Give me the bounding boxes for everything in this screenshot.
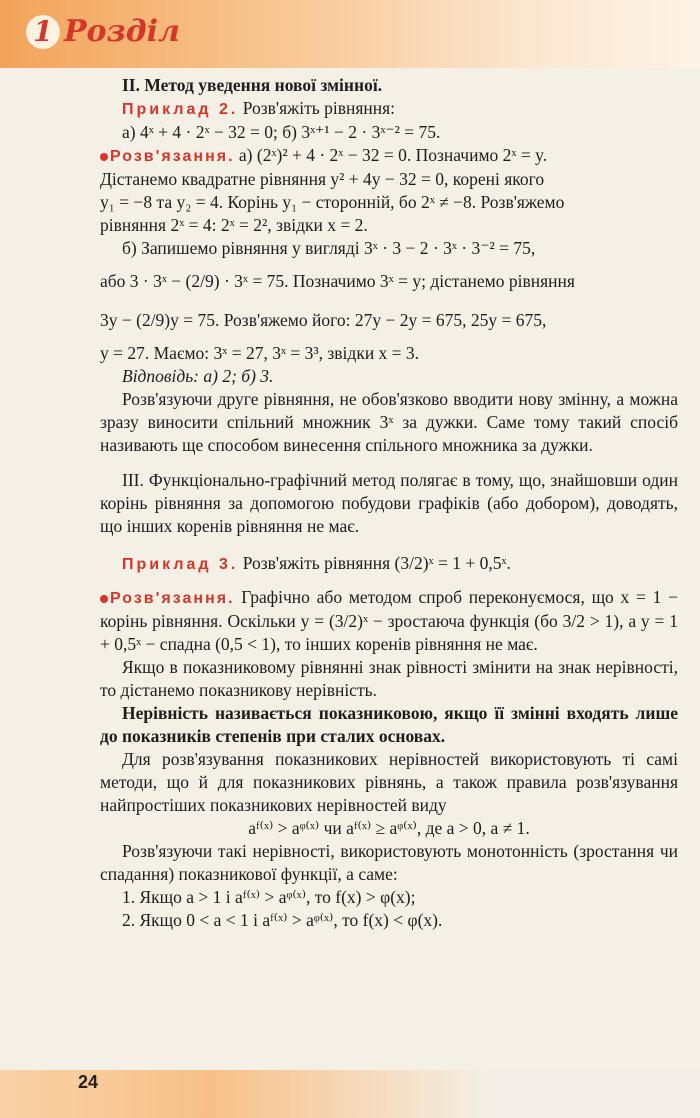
paragraph: Розв'язуючи друге рівняння, не обов'язково вводити нову змінну, а можна зразу виносити спільний множник 3ˣ за дужки. Саме тому такий спосіб називають ще способом винесення спільного множника за дужки. bbox=[100, 389, 678, 455]
text-line: або 3 · 3ˣ − (2/9) · 3ˣ = 75. Позначимо 3ˣ = y; дістанемо рівняння bbox=[100, 271, 575, 291]
equation-line: а) 4ˣ + 4 · 2ˣ − 32 = 0; б) 3ˣ⁺¹ − 2 · 3ˣ⁻² = 75. bbox=[122, 122, 441, 142]
definition: Нерівність називається показниковою, якщо її змінні входять лише до показників степенів при сталих основах. bbox=[100, 703, 678, 746]
example-label: Приклад 3. bbox=[122, 556, 239, 573]
example-2-line: Приклад 2. Розв'яжіть рівняння: bbox=[122, 98, 396, 118]
text-line: рівняння 2ˣ = 4: 2ˣ = 2², звідки x = 2. bbox=[100, 215, 368, 235]
section-heading-2: II. Метод уведення нової змінної. bbox=[122, 75, 383, 95]
rule-2: 2. Якщо 0 < a < 1 і aᶠ⁽ˣ⁾ > aᵠ⁽ˣ⁾, то f(x) < φ(x). bbox=[122, 910, 443, 930]
text-line: Дістанемо квадратне рівняння y² + 4y − 32 = 0, корені якого bbox=[100, 169, 545, 189]
footer-band bbox=[0, 1070, 700, 1118]
text-line: y₁ = −8 та y₂ = 4. Корінь y₁ − сторонній, бо 2ˣ ≠ −8. Розв'яжемо bbox=[100, 192, 565, 212]
rule-1: 1. Якщо a > 1 і aᶠ⁽ˣ⁾ > aᵠ⁽ˣ⁾, то f(x) > φ(x); bbox=[122, 887, 416, 907]
solution-line: Розв'язання. а) (2ˣ)² + 4 · 2ˣ − 32 = 0. Позначимо 2ˣ = y. bbox=[100, 144, 678, 168]
bullet-icon bbox=[100, 153, 108, 161]
solution-paragraph: Розв'язання. Графічно або методом спроб переконуємося, що x = 1 − корінь рівняння. Оскільки y = (3/2)ˣ − зростаюча функція (бо 3/2 > 1), а y = 1 + 0,5ˣ − спадна (0,5 < 1), то інших коренів рівняння не має. bbox=[100, 587, 678, 654]
bullet-icon bbox=[100, 595, 108, 603]
solution-label: Розв'язання. bbox=[110, 590, 235, 607]
solution-label: Розв'язання. bbox=[110, 148, 235, 165]
answer-line: Відповідь: а) 2; б) 3. bbox=[122, 366, 274, 386]
page-number: 24 bbox=[78, 1072, 99, 1092]
page-body bbox=[100, 74, 678, 932]
text-line: y = 27. Маємо: 3ˣ = 27, 3ˣ = 3³, звідки x = 3. bbox=[100, 343, 420, 363]
chapter-heading bbox=[26, 14, 180, 49]
paragraph: Для розв'язування показникових нерівностей використовують ті самі методи, що й для показникових рівнянь, а також правила розв'язування найпростіших показникових нерівностей виду bbox=[100, 749, 678, 815]
example-3-line: Приклад 3. Розв'яжіть рівняння (3/2)ˣ = 1 + 0,5ˣ. bbox=[122, 553, 511, 573]
section-paragraph-3: III. Функціонально-графічний метод полягає в тому, що, знайшовши один корінь рівняння за допомогою побудови графіків (або добором), доводять, що інших коренів рівняння не має. bbox=[100, 470, 678, 536]
paragraph: Якщо в показниковому рівнянні знак рівності змінити на знак нерівності, то дістанемо показникову нерівність. bbox=[100, 657, 678, 700]
formula-line: aᶠ⁽ˣ⁾ > aᵠ⁽ˣ⁾ чи aᶠ⁽ˣ⁾ ≥ aᵠ⁽ˣ⁾, де a > 0, a ≠ 1. bbox=[248, 818, 530, 838]
chapter-title: Розділ bbox=[64, 14, 180, 49]
paragraph: Розв'язуючи такі нерівності, використовують монотонність (зростання чи спадання) показникової функції, а саме: bbox=[100, 841, 678, 884]
chapter-number: 1 bbox=[26, 15, 60, 49]
example-label: Приклад 2. bbox=[122, 101, 239, 118]
text-line: 3y − (2/9)y = 75. Розв'яжемо його: 27y − 2y = 675, 25y = 675, bbox=[100, 310, 547, 330]
text-line: б) Запишемо рівняння у вигляді 3ˣ · 3 − 2 · 3ˣ · 3⁻² = 75, bbox=[122, 238, 536, 258]
